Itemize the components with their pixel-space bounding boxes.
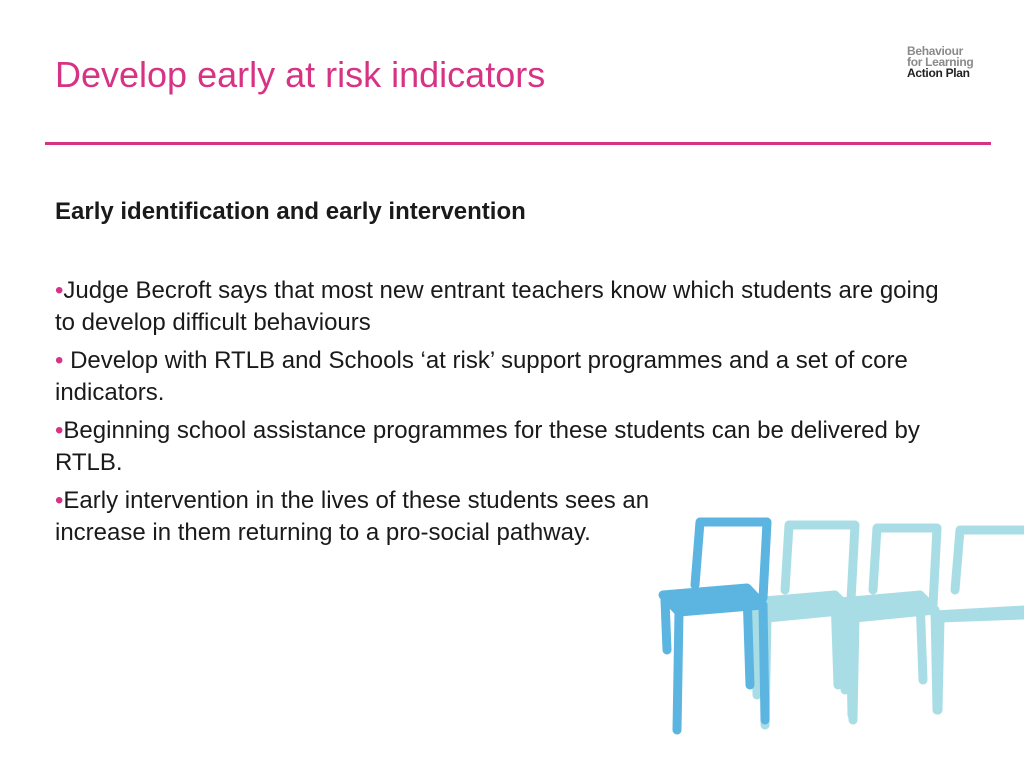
chair-icon: [935, 530, 1024, 710]
behaviour-for-learning-logo: [907, 46, 997, 79]
bullet-text: Beginning school assistance programmes for these students can be delivered by RTLB.: [55, 417, 920, 476]
title-divider: [45, 142, 991, 145]
bullet-text: Develop with RTLB and Schools ‘at risk’ support programmes and a set of core indicators.: [55, 347, 908, 406]
bullet-list: [55, 275, 945, 549]
slide-title: Develop early at risk indicators: [55, 54, 546, 95]
bullet-text: Judge Becroft says that most new entrant teachers know which students are going to develop difficult behaviours: [55, 277, 939, 336]
bullet-item: [55, 485, 695, 549]
bullet-dot: •: [55, 417, 64, 444]
bullet-dot: •: [55, 347, 64, 374]
subheading: Early identification and early intervention: [55, 198, 526, 225]
logo-line-3: Action Plan: [907, 66, 970, 80]
chair-icon: [663, 522, 767, 730]
chairs-illustration: [655, 510, 1024, 768]
bullet-text: Early intervention in the lives of these students sees an increase in them returning to a pro-social pathway.: [55, 487, 650, 546]
bullet-item: [55, 345, 945, 409]
bullet-item: [55, 275, 945, 339]
bullet-dot: •: [55, 487, 64, 514]
bullet-item: [55, 415, 945, 479]
bullet-dot: •: [55, 277, 64, 304]
logo-line-1: Behaviour: [907, 44, 963, 58]
slide-body: [55, 196, 945, 555]
logo-line-2: for Learning: [907, 55, 974, 69]
